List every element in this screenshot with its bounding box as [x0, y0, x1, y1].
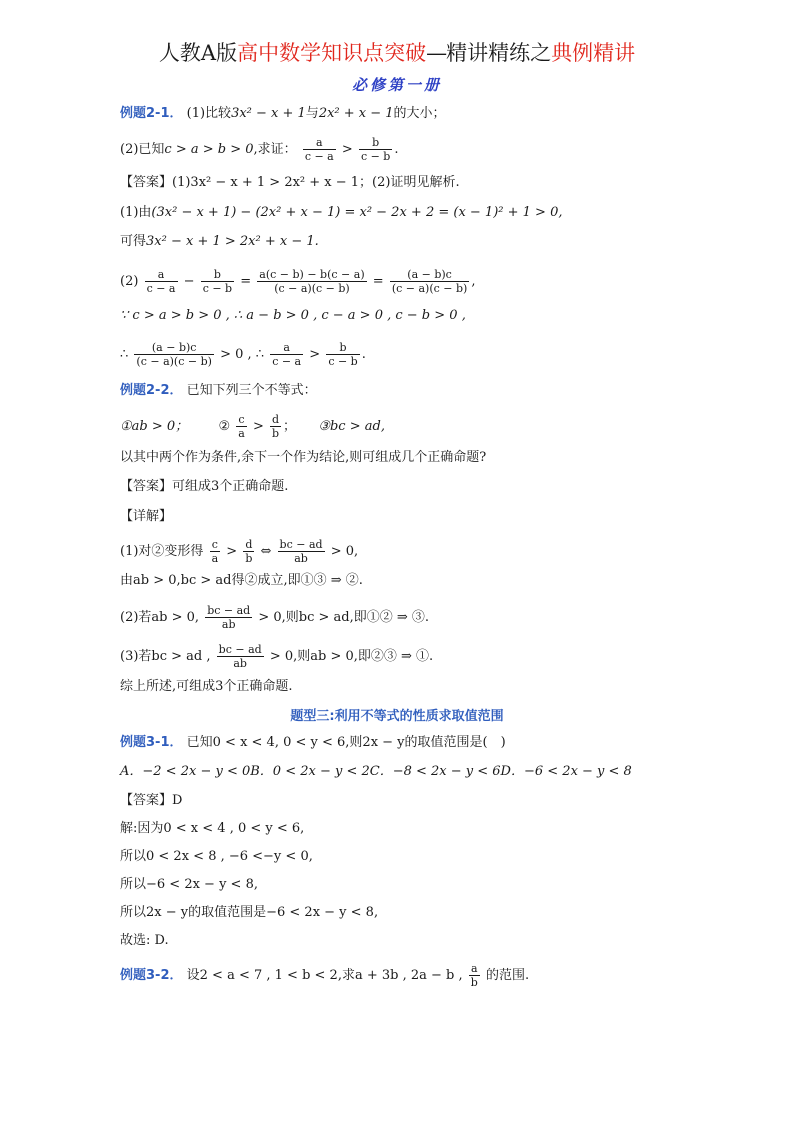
fraction: [303, 136, 336, 163]
fraction: [270, 413, 281, 440]
step-expr: (3x² − x + 1) − (2x² + x − 1) = x² − 2x + 2 = (x − 1)² + 1 > 0,: [151, 205, 563, 220]
ex31-line-1: 解:因为0 < x < 4 , 0 < y < 6,: [120, 821, 305, 836]
ex31-options: [120, 762, 632, 782]
ex32-question: [120, 962, 529, 989]
fraction: [145, 268, 178, 295]
frac-den: ab: [233, 657, 247, 670]
ex21-title: 例题2-1．: [120, 106, 183, 121]
frac-num: a: [145, 268, 178, 282]
ex22-answer: 【答案】可组成3个正确命题.: [120, 479, 289, 494]
frac-num: c: [210, 538, 221, 552]
gt-sign: >: [341, 142, 353, 157]
frac-den: a: [238, 427, 245, 440]
frac-num: a: [469, 962, 480, 976]
gt-sign: >: [309, 347, 321, 362]
ex21-q2-pre: (2)已知: [120, 142, 165, 157]
ex32-title: 例题3-2．: [120, 968, 183, 983]
frac-num: b: [359, 136, 392, 150]
ex21-answer-text: (1)3x² − x + 1 > 2x² + x − 1；(2)证明见解析.: [172, 175, 460, 190]
iff-sign: ⇔: [260, 544, 272, 559]
ex31-line-4: 所以2x − y的取值范围是−6 < 2x − y < 8,: [120, 905, 379, 920]
frac-den: b: [470, 976, 478, 989]
page-header: [0, 38, 794, 68]
page-subheader: 必修第一册: [351, 76, 442, 94]
fraction: [243, 538, 254, 565]
ex21-q1-pre: (1)比较: [186, 106, 232, 121]
ex21-q1-mid: 与: [305, 106, 319, 121]
frac-num: d: [245, 538, 253, 551]
semicolon: ；: [283, 419, 297, 434]
ex21-answer: [120, 173, 460, 193]
ex22-detail-3: [120, 604, 429, 631]
frac-den: (c − a)(c − b): [391, 282, 468, 295]
frac-den: c − a: [304, 150, 334, 163]
fraction: [205, 604, 252, 631]
therefore-sign: ∴: [120, 347, 129, 362]
step-expr: ∵ c > a > b > 0 , ∴ a − b > 0 , c − a > 0 , c − b > 0 ,: [120, 308, 466, 323]
period: .: [361, 347, 366, 362]
step-expr: > 0 , ∴: [220, 347, 265, 362]
header-topic: 高中数学知识点突破: [237, 41, 427, 65]
frac-den: ab: [221, 618, 236, 631]
condition-3: ③bc > ad,: [318, 419, 385, 434]
step-expr: > 0,则ab > 0,即②③ ⇒ ①.: [269, 649, 434, 664]
ex21-q2-mid: ,求证：: [253, 142, 297, 157]
equals-sign: =: [240, 274, 252, 289]
frac-den: c − b: [328, 355, 358, 368]
ex21-step-4: [120, 306, 466, 326]
step-prefix: (2): [120, 274, 139, 289]
ex22-conditions: [120, 413, 385, 440]
ex21-q1-post: 的大小；: [393, 106, 446, 121]
step-prefix: (1)由: [120, 205, 152, 220]
ex31-answer: 【答案】D: [120, 793, 183, 808]
frac-num: (a − b)c: [390, 268, 470, 282]
fraction: [257, 268, 366, 295]
gt-sign: >: [226, 544, 238, 559]
ex21-q2-condition: c > a > b > 0: [164, 142, 254, 157]
header-section: 典例精讲: [551, 41, 636, 65]
condition-1: ①ab > 0；: [120, 419, 189, 434]
minus-sign: −: [183, 274, 195, 289]
ex21-step-5: [120, 341, 366, 368]
frac-den: b: [245, 552, 253, 565]
comma: ,: [471, 274, 476, 289]
ex21-step-3: [120, 268, 475, 295]
section-3-title: 题型三:利用不等式的性质求取值范围: [290, 709, 504, 724]
fraction: [217, 643, 264, 670]
frac-den: c − a: [146, 282, 176, 295]
frac-num: a(c − b) − b(c − a): [259, 268, 365, 281]
frac-num: a: [303, 136, 336, 150]
frac-num: bc − ad: [207, 604, 251, 617]
fraction: [210, 538, 221, 565]
frac-num: b: [201, 268, 234, 282]
header-publisher: 人教A版: [158, 41, 238, 65]
step-prefix: (2)若ab > 0,: [120, 610, 200, 625]
ex31-line-2: 所以0 < 2x < 8 , −6 <−y < 0,: [120, 849, 313, 864]
fraction: [270, 341, 303, 368]
ex32-question-post: 的范围.: [485, 968, 530, 983]
frac-num: c: [236, 413, 247, 427]
frac-den: b: [271, 427, 280, 440]
ex21-step-2: [120, 232, 319, 252]
frac-den: (c − a)(c − b): [274, 282, 350, 295]
frac-den: a: [211, 552, 219, 565]
ex22-detail-4: [120, 643, 433, 670]
fraction: [236, 413, 247, 440]
fraction: [359, 136, 392, 163]
frac-num: a: [270, 341, 303, 355]
frac-num: bc − ad: [218, 643, 262, 656]
ex22-title: 例题2-2．: [120, 383, 183, 398]
step-prefix: (3)若bc > ad ,: [120, 649, 211, 664]
fraction: [326, 341, 359, 368]
ex22-detail-1: [120, 538, 358, 565]
ex22-detail-2: 由ab > 0,bc > ad得②成立,即①③ ⇒ ②.: [120, 573, 363, 588]
step-prefix: 可得: [120, 234, 147, 249]
header-series: 精讲精练之: [446, 41, 552, 65]
condition-2-label: ②: [218, 419, 231, 434]
gt-sign: >: [252, 419, 264, 434]
frac-den: c − b: [360, 150, 391, 163]
ex31-question-text: 已知0 < x < 4, 0 < y < 6,则2x − y的取值范围是( ): [186, 735, 506, 750]
ex22-question-2: 以其中两个作为条件,余下一个作为结论,则可组成几个正确命题?: [120, 450, 487, 465]
ex22-question: [120, 381, 317, 401]
frac-num: bc − ad: [279, 538, 323, 551]
frac-den: c − b: [202, 282, 233, 295]
fraction: [134, 341, 214, 368]
ex22-detail-tag: 【详解】: [120, 509, 173, 524]
fraction: [469, 962, 480, 989]
ex32-question-text: 设2 < a < 7 , 1 < b < 2,求a + 3b , 2a − b ,: [186, 968, 463, 983]
ex21-question-1: [120, 104, 446, 124]
ex21-q1-expr1: 3x² − x + 1: [231, 106, 306, 121]
frac-num: b: [326, 341, 359, 355]
frac-num: d: [271, 413, 280, 426]
ex21-step-1: [120, 203, 562, 223]
ex31-options-text: A．−2 < 2x − y < 0B．0 < 2x − y < 2C．−8 < 2x − y < 6D．−6 < 2x − y < 8: [120, 764, 632, 779]
ex21-q1-expr2: 2x² + x − 1: [318, 106, 394, 121]
equals-sign: =: [372, 274, 384, 289]
frac-num: (a − b)c: [134, 341, 214, 355]
header-dash: —: [426, 41, 447, 65]
frac-den: ab: [294, 552, 308, 565]
step-expr: > 0,: [330, 544, 359, 559]
ex31-line-3: 所以−6 < 2x − y < 8,: [120, 877, 258, 892]
ex22-question-text: 已知下列三个不等式：: [186, 383, 317, 398]
fraction: [201, 268, 234, 295]
ex31-question: [120, 733, 506, 753]
frac-den: (c − a)(c − b): [136, 355, 212, 368]
ex31-line-5: 故选: D.: [120, 933, 169, 948]
fraction: [278, 538, 325, 565]
ex22-summary: 综上所述,可组成3个正确命题.: [120, 679, 293, 694]
step-expr: 3x² − x + 1 > 2x² + x − 1.: [146, 234, 319, 249]
ex31-title: 例题3-1．: [120, 735, 183, 750]
answer-tag: 【答案】: [120, 175, 173, 190]
ex21-question-2: [120, 136, 399, 163]
frac-den: c − a: [272, 355, 302, 368]
step-prefix: (1)对②变形得: [120, 544, 204, 559]
step-expr: > 0,则bc > ad,即①② ⇒ ③.: [258, 610, 430, 625]
fraction: [390, 268, 470, 295]
period: .: [394, 142, 399, 157]
